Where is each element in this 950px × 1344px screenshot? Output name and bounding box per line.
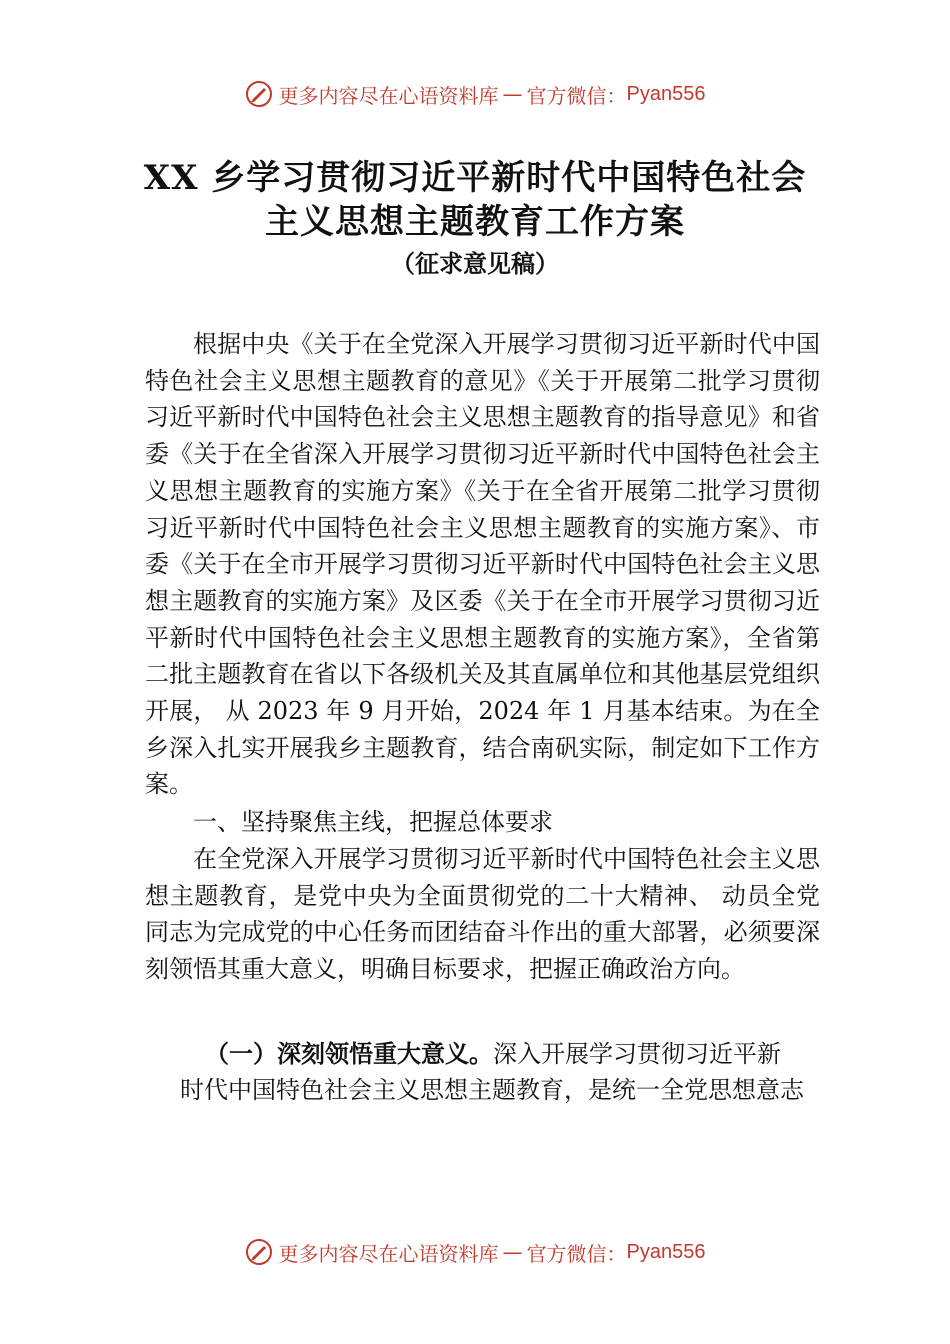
watermark-wechat-id: Pyan556 xyxy=(626,82,706,105)
pen-logo-icon xyxy=(245,1238,273,1266)
watermark-text: 更多内容尽在心语资料库 xyxy=(278,1241,499,1266)
title-line-2: 主义思想主题教育工作方案 xyxy=(265,202,685,242)
document-title xyxy=(80,156,870,244)
document-subtitle: （征求意见稿） xyxy=(391,249,559,278)
subsection-1-heading: （一）深刻领悟重大意义。 xyxy=(205,1040,493,1068)
paragraph-intro: 根据中央《关于在全党深入开展学习贯彻习近平新时代中国特色社会主义思想主题教育的意见》《关于开展第二批学习贯彻习近平新时代中国特色社会主义思想主题教育的指导意见》和省委《关于在全省深入开展学习贯彻习近平新时代中国特色社会主义思想主题教育的实施方案》《关于在全省开展第二批学习贯彻习近平新时代中国特色社会主义思想主题教育的实施方案》、市委《关于在全市开展学习贯彻习近平新时代中国特色社会主义思想主题教育的实施方案》及区委《关于在全市开展学习贯彻习近平新时代中国特色社会主义思想主题教育的实施方案》，全省第二批主题教育在省以下各级机关及其直属单位和其他基层党组织开展， 从 2023 年 9 月开始，2024 年 1 月基本结束。为在全乡深入扎实开展我乡主题教育，结合南矾实际，制定如下工作方案。 xyxy=(145,330,820,799)
watermark-footer xyxy=(0,1232,950,1272)
watermark-header xyxy=(0,74,950,114)
subsection-1 xyxy=(145,1036,820,1108)
watermark-wechat-label: 官方微信： xyxy=(526,83,627,108)
subsection-1-text-cont: 时代中国特色社会主义思想主题教育，是统一全党思想意志 xyxy=(180,1076,804,1104)
title-line-1: XX 乡学习贯彻习近平新时代中国特色社会 xyxy=(143,158,807,198)
watermark-wechat-label: 官方微信： xyxy=(526,1241,627,1266)
watermark-wechat-id: Pyan556 xyxy=(626,1240,706,1263)
watermark-text: 更多内容尽在心语资料库 xyxy=(278,83,499,108)
section-heading-1: 一、坚持聚焦主线，把握总体要求 xyxy=(193,808,553,836)
watermark-separator: — xyxy=(502,1240,523,1264)
paragraph-section-1: 在全党深入开展学习贯彻习近平新时代中国特色社会主义思想主题教育，是党中央为全面贯彻党的二十大精神、 动员全党同志为完成党的中心任务而团结奋斗作出的重大部署，必须要深刻领悟其重大意义，明确目标要求，把握正确政治方向。 xyxy=(145,845,820,984)
subsection-1-text-start: 深入开展学习贯彻习近平新 xyxy=(493,1040,781,1068)
watermark-separator: — xyxy=(502,82,523,106)
pen-logo-icon xyxy=(245,80,273,108)
